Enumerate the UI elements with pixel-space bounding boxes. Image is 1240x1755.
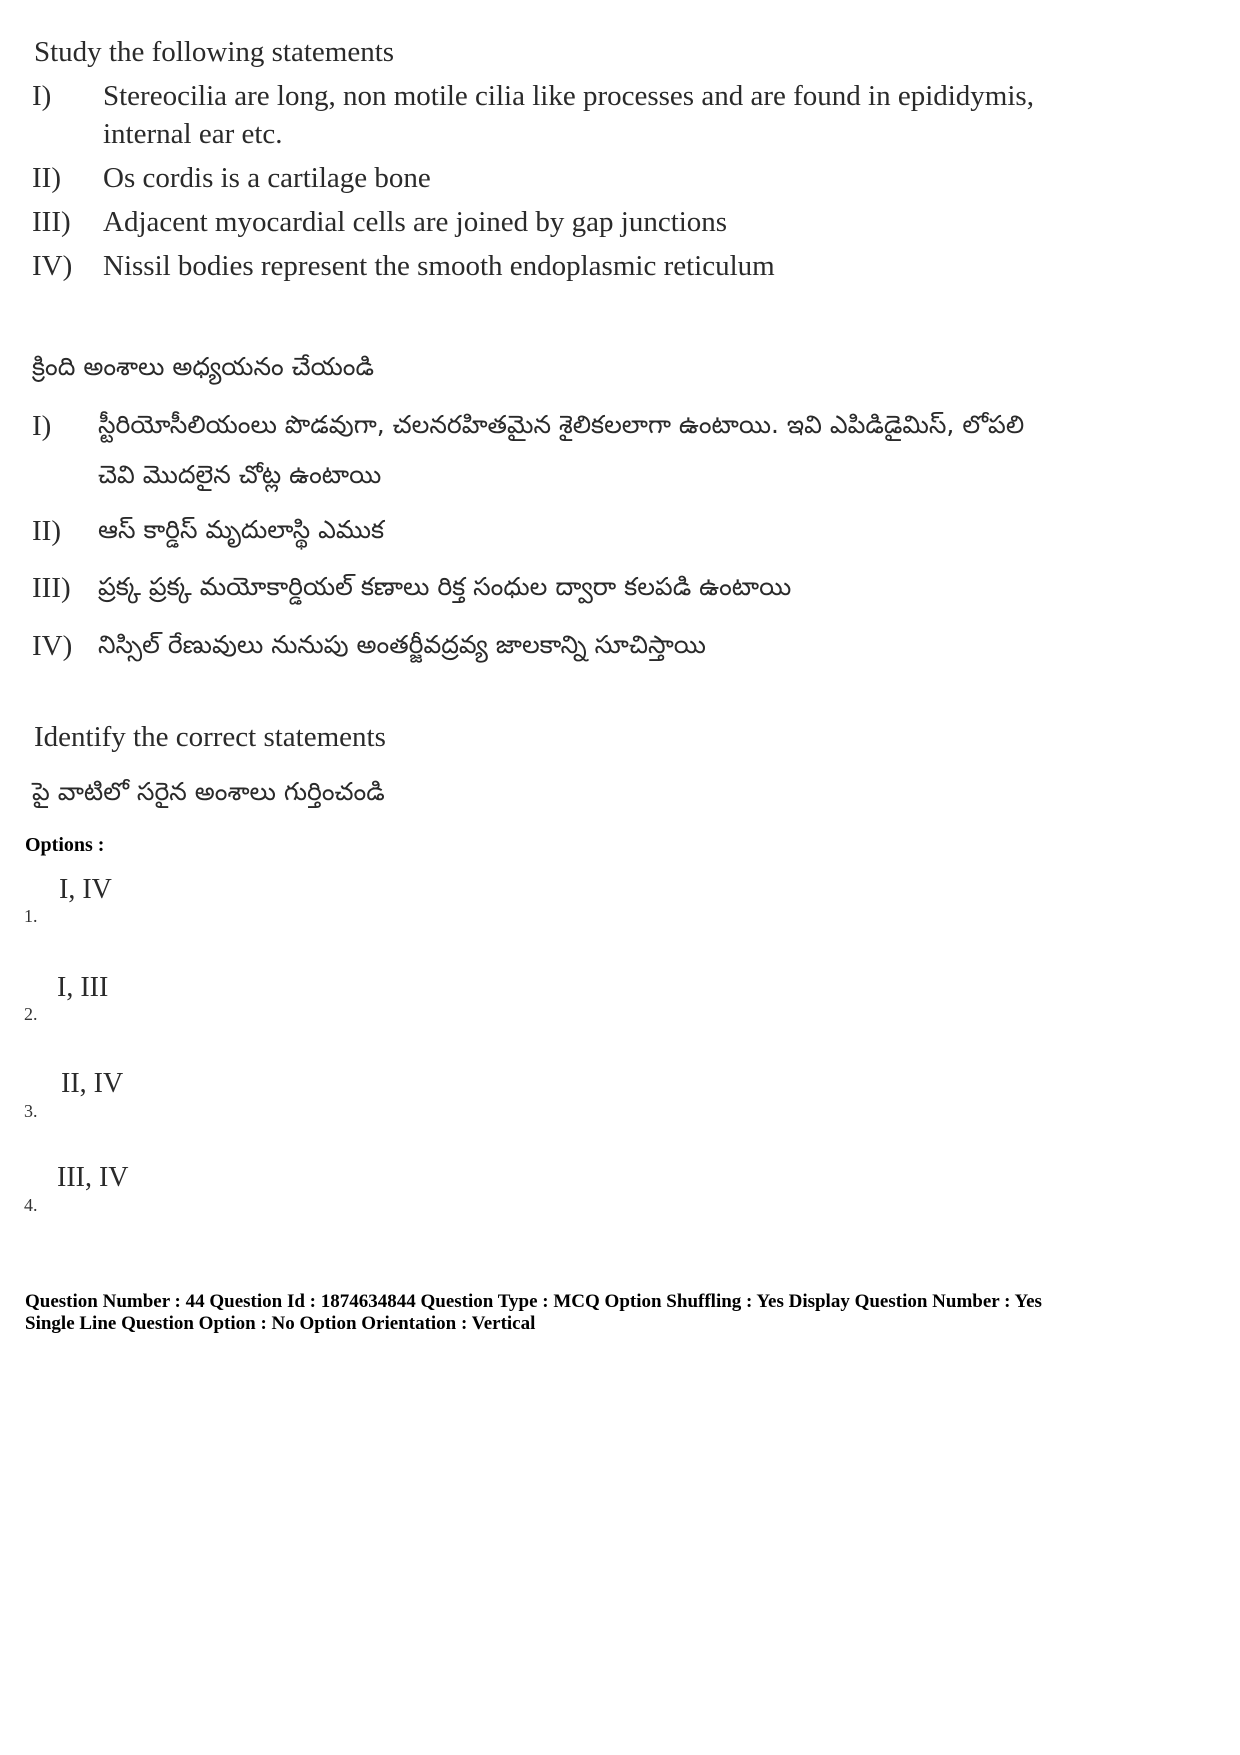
telugu-statement-text: ప్రక్క ప్రక్క మయోకార్డియల్ కణాలు రిక్త సంధుల ద్వారా కలపడి ఉంటాయి xyxy=(98,572,792,601)
statement-text-continued: internal ear etc. xyxy=(103,118,283,150)
statement-number: I) xyxy=(32,80,52,112)
statement-text: Stereocilia are long, non motile cilia like processes and are found in epididymis, xyxy=(103,80,1034,112)
telugu-heading: క్రింది అంశాలు అధ్యయనం చేయండి xyxy=(32,352,374,381)
telugu-statement-text: ఆస్ కార్డిస్ మృదులాస్థి ఎముక xyxy=(98,515,385,544)
telugu-statement-text: నిస్సిల్ రేణువులు నునుపు అంతర్జీవద్రవ్య జాలకాన్ని సూచిస్తాయి xyxy=(98,630,706,659)
question-meta-line-1: Question Number : 44 Question Id : 1874634844 Question Type : MCQ Option Shuffling : Yes Display Question Number : Yes xyxy=(25,1291,1042,1312)
option-value: I, IV xyxy=(59,874,112,905)
statement-text: Os cordis is a cartilage bone xyxy=(103,162,431,194)
telugu-statement-number: IV) xyxy=(32,630,73,662)
option-number: 3. xyxy=(24,1101,38,1121)
options-label: Options : xyxy=(25,834,105,856)
statement-text: Nissil bodies represent the smooth endoplasmic reticulum xyxy=(103,250,775,282)
option-value: I, III xyxy=(57,972,109,1003)
option-number: 4. xyxy=(24,1195,38,1215)
statement-number: IV) xyxy=(32,250,73,282)
question-meta-line-2: Single Line Question Option : No Option Orientation : Vertical xyxy=(25,1313,536,1334)
english-heading: Study the following statements xyxy=(34,36,395,68)
telugu-statement-number: II) xyxy=(32,515,61,547)
option-value: III, IV xyxy=(57,1162,129,1193)
identify-prompt-english: Identify the correct statements xyxy=(34,721,386,753)
telugu-statement-number: III) xyxy=(32,572,71,604)
telugu-statement-number: I) xyxy=(32,410,52,442)
telugu-statement-text-continued: చెవి మొదలైన చోట్ల ఉంటాయి xyxy=(98,460,382,489)
telugu-statement-text: స్టీరియోసీలియంలు పొడవుగా, చలనరహితమైన శైలికలలాగా ఉంటాయి. ఇవి ఎపిడిడైమిస్, లోపలి xyxy=(98,410,1025,439)
statement-number: II) xyxy=(32,162,61,194)
statement-number: III) xyxy=(32,206,71,238)
option-value: II, IV xyxy=(61,1068,124,1099)
statement-text: Adjacent myocardial cells are joined by gap junctions xyxy=(103,206,728,238)
option-number: 2. xyxy=(24,1004,38,1024)
option-number: 1. xyxy=(24,906,38,926)
identify-prompt-telugu: పై వాటిలో సరైన అంశాలు గుర్తించండి xyxy=(32,777,385,806)
